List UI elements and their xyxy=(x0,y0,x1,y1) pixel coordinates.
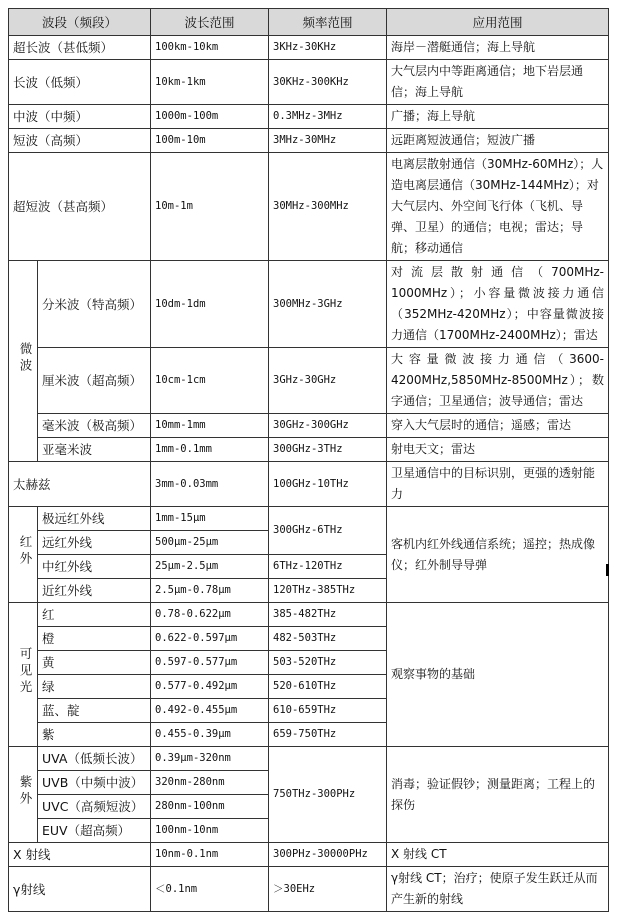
group-label-microwave: 微波 xyxy=(9,261,38,462)
header-wavelength: 波长范围 xyxy=(151,9,269,36)
wavelength-cell: 0.577-0.492μm xyxy=(151,675,269,699)
header-row xyxy=(9,9,609,36)
wavelength-cell: 10dm-1dm xyxy=(151,261,269,348)
band-cell: 紫 xyxy=(38,723,151,747)
frequency-cell: ＞30EHz xyxy=(269,867,387,912)
table-row xyxy=(9,36,609,60)
edge-marker xyxy=(606,564,609,576)
table-row xyxy=(9,60,609,105)
wavelength-cell: 100km-10km xyxy=(151,36,269,60)
frequency-cell: 3GHz-30GHz xyxy=(269,348,387,414)
band-cell: UVA（低频长波） xyxy=(38,747,151,771)
table-row xyxy=(9,129,609,153)
group-label-infrared: 红外 xyxy=(9,507,38,603)
wavelength-cell: 25μm-2.5μm xyxy=(151,555,269,579)
table-row xyxy=(9,261,609,348)
frequency-cell: 482-503THz xyxy=(269,627,387,651)
frequency-cell: 300GHz-6THz xyxy=(269,507,387,555)
band-cell: 中波（中频） xyxy=(9,105,151,129)
frequency-cell: 385-482THz xyxy=(269,603,387,627)
frequency-cell: 30KHz-300KHz xyxy=(269,60,387,105)
frequency-cell: 120THz-385THz xyxy=(269,579,387,603)
application-cell: 穿入大气层时的通信；遥感；雷达 xyxy=(387,414,609,438)
wavelength-cell: 0.39μm-320nm xyxy=(151,747,269,771)
application-cell: 大气层内中等距离通信；地下岩层通信；海上导航 xyxy=(387,60,609,105)
spectrum-table xyxy=(8,8,609,912)
wavelength-cell: 10cm-1cm xyxy=(151,348,269,414)
band-cell: 厘米波（超高频） xyxy=(38,348,151,414)
band-cell: 近红外线 xyxy=(38,579,151,603)
frequency-cell: 520-610THz xyxy=(269,675,387,699)
header-band: 波段（频段） xyxy=(9,9,151,36)
table-row xyxy=(9,438,609,462)
wavelength-cell: 3mm-0.03mm xyxy=(151,462,269,507)
frequency-cell: 610-659THz xyxy=(269,699,387,723)
frequency-cell: 30MHz-300MHz xyxy=(269,153,387,261)
band-cell: 极远红外线 xyxy=(38,507,151,531)
wavelength-cell: 10m-1m xyxy=(151,153,269,261)
application-cell: 广播；海上导航 xyxy=(387,105,609,129)
group-label-visible: 可见光 xyxy=(9,603,38,747)
wavelength-cell: 2.5μm-0.78μm xyxy=(151,579,269,603)
frequency-cell: 100GHz-10THz xyxy=(269,462,387,507)
header-frequency: 频率范围 xyxy=(269,9,387,36)
wavelength-cell: 0.455-0.39μm xyxy=(151,723,269,747)
band-cell: 超短波（甚高频） xyxy=(9,153,151,261)
wavelength-cell: 1mm-15μm xyxy=(151,507,269,531)
band-cell: 太赫兹 xyxy=(9,462,151,507)
table-row xyxy=(9,462,609,507)
wavelength-cell: 0.597-0.577μm xyxy=(151,651,269,675)
band-cell: 亚毫米波 xyxy=(38,438,151,462)
band-cell: X 射线 xyxy=(9,843,151,867)
band-cell: 绿 xyxy=(38,675,151,699)
band-cell: 黄 xyxy=(38,651,151,675)
application-cell: γ射线 CT；治疗；使原子发生跃迁从而产生新的射线 xyxy=(387,867,609,912)
band-cell: 蓝、靛 xyxy=(38,699,151,723)
band-cell: 短波（高频） xyxy=(9,129,151,153)
band-cell: 长波（低频） xyxy=(9,60,151,105)
application-cell: 海岸－潜艇通信；海上导航 xyxy=(387,36,609,60)
frequency-cell: 750THz-300PHz xyxy=(269,747,387,843)
table-row xyxy=(9,348,609,414)
frequency-cell: 659-750THz xyxy=(269,723,387,747)
wavelength-cell: 1000m-100m xyxy=(151,105,269,129)
table-row xyxy=(9,867,609,912)
frequency-cell: 30GHz-300GHz xyxy=(269,414,387,438)
band-cell: 毫米波（极高频） xyxy=(38,414,151,438)
application-cell: X 射线 CT xyxy=(387,843,609,867)
table-row xyxy=(9,843,609,867)
band-cell: γ射线 xyxy=(9,867,151,912)
application-cell: 消毒；验证假钞；测量距离；工程上的探伤 xyxy=(387,747,609,843)
frequency-cell: 300GHz-3THz xyxy=(269,438,387,462)
spectrum-table-container xyxy=(8,8,608,912)
table-row xyxy=(9,603,609,627)
group-label-ultraviolet: 紫外 xyxy=(9,747,38,843)
wavelength-cell: 10mm-1mm xyxy=(151,414,269,438)
table-row xyxy=(9,153,609,261)
wavelength-cell: 0.622-0.597μm xyxy=(151,627,269,651)
band-cell: UVC（高频短波） xyxy=(38,795,151,819)
wavelength-cell: 10km-1km xyxy=(151,60,269,105)
table-row xyxy=(9,507,609,531)
application-cell: 远距离短波通信；短波广播 xyxy=(387,129,609,153)
application-cell: 大容量微波接力通信（3600-4200MHz,5850MHz-8500MHz）；数字通信；卫星通信；波导通信；雷达 xyxy=(387,348,609,414)
application-cell: 卫星通信中的目标识别，更强的透射能力 xyxy=(387,462,609,507)
frequency-cell: 300PHz-30000PHz xyxy=(269,843,387,867)
wavelength-cell: 280nm-100nm xyxy=(151,795,269,819)
table-row xyxy=(9,747,609,771)
header-application: 应用范围 xyxy=(387,9,609,36)
frequency-cell: 503-520THz xyxy=(269,651,387,675)
wavelength-cell: 0.492-0.455μm xyxy=(151,699,269,723)
band-cell: 超长波（甚低频） xyxy=(9,36,151,60)
application-cell: 电离层散射通信（30MHz-60MHz）；人造电离层通信（30MHz-144MHz）；对大气层内、外空间飞行体（飞机、导弹、卫星）的通信；电视；雷达；导航；移动通信 xyxy=(387,153,609,261)
frequency-cell: 6THz-120THz xyxy=(269,555,387,579)
band-cell: 红 xyxy=(38,603,151,627)
frequency-cell: 3KHz-30KHz xyxy=(269,36,387,60)
band-cell: 分米波（特高频） xyxy=(38,261,151,348)
wavelength-cell: 500μm-25μm xyxy=(151,531,269,555)
application-cell: 客机内红外线通信系统；遥控；热成像仪；红外制导导弹 xyxy=(387,507,609,603)
wavelength-cell: 10nm-0.1nm xyxy=(151,843,269,867)
frequency-cell: 0.3MHz-3MHz xyxy=(269,105,387,129)
frequency-cell: 300MHz-3GHz xyxy=(269,261,387,348)
wavelength-cell: 100nm-10nm xyxy=(151,819,269,843)
wavelength-cell: 100m-10m xyxy=(151,129,269,153)
band-cell: EUV（超高频） xyxy=(38,819,151,843)
band-cell: 橙 xyxy=(38,627,151,651)
application-cell: 对流层散射通信（700MHz-1000MHz）；小容量微波接力通信（352MHz-420MHz）；中容量微波接力通信（1700MHz-2400MHz）；雷达 xyxy=(387,261,609,348)
table-row xyxy=(9,105,609,129)
band-cell: UVB（中频中波） xyxy=(38,771,151,795)
frequency-cell: 3MHz-30MHz xyxy=(269,129,387,153)
table-row xyxy=(9,414,609,438)
wavelength-cell: ＜0.1nm xyxy=(151,867,269,912)
wavelength-cell: 0.78-0.622μm xyxy=(151,603,269,627)
application-cell: 观察事物的基础 xyxy=(387,603,609,747)
band-cell: 远红外线 xyxy=(38,531,151,555)
application-cell: 射电天文；雷达 xyxy=(387,438,609,462)
wavelength-cell: 320nm-280nm xyxy=(151,771,269,795)
wavelength-cell: 1mm-0.1mm xyxy=(151,438,269,462)
band-cell: 中红外线 xyxy=(38,555,151,579)
